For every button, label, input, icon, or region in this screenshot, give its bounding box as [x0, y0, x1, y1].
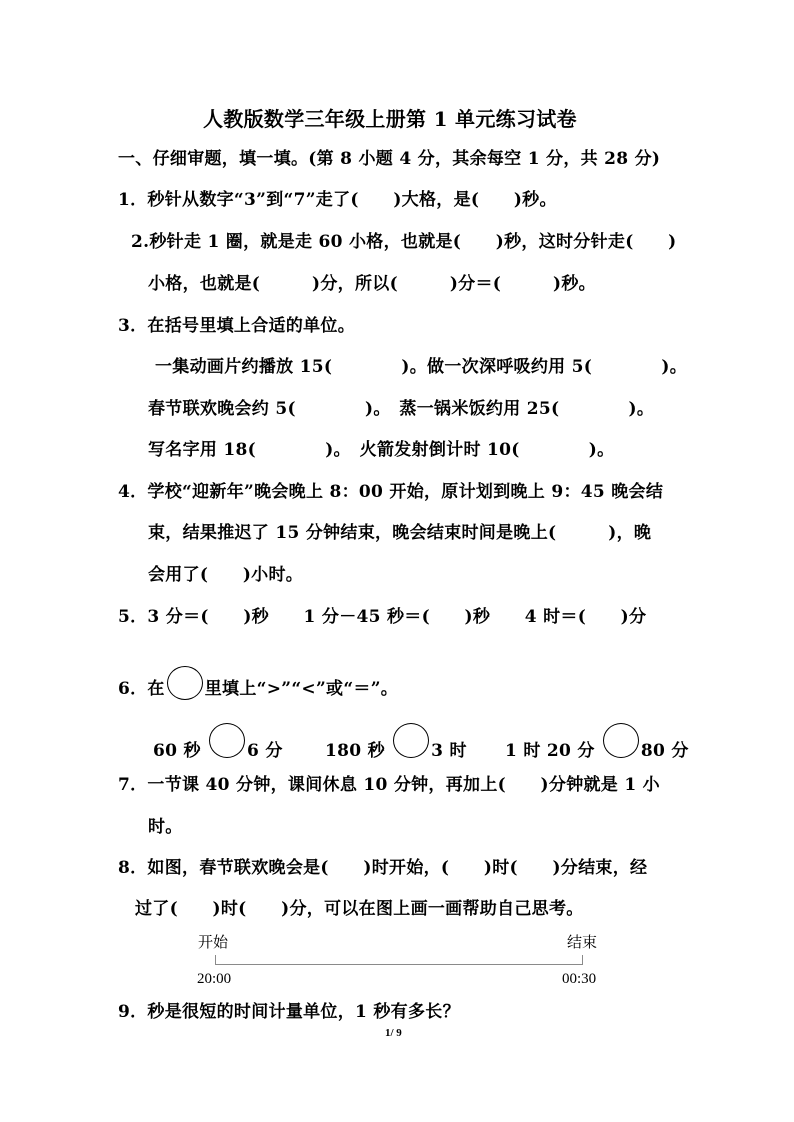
question-7-line-2: 时。 [148, 817, 183, 837]
question-8-line-1: 8．如图，春节联欢晚会是( )时开始，( )时( )分结束，经 [118, 858, 648, 878]
compare-item-3 [505, 723, 689, 762]
question-3-stem: 3．在括号里填上合适的单位。 [118, 316, 356, 336]
question-3-line-2: 春节联欢晚会约 5( )。 蒸一锅米饭约用 25( )。 [148, 399, 655, 419]
question-4-line-1: 4．学校“迎新年”晚会晚上 8：00 开始，原计划到晚上 9：45 晚会结 [118, 482, 664, 502]
compare-right: 6 分 [247, 741, 283, 761]
answer-circle-icon[interactable] [209, 723, 245, 758]
timeline-end-tick [582, 955, 583, 965]
page-title: 人教版数学三年级上册第 1 单元练习试卷 [203, 107, 577, 131]
compare-right: 3 时 [431, 741, 467, 761]
answer-circle-icon[interactable] [603, 723, 639, 758]
question-9: 9．秒是很短的时间计量单位，1 秒有多长？ [118, 1002, 460, 1022]
compare-left: 60 秒 [153, 741, 201, 761]
timeline-line [215, 964, 583, 965]
question-4-line-2: 束，结果推迟了 15 分钟结束，晚会结束时间是晚上( )，晚 [148, 523, 652, 543]
compare-left: 1 时 20 分 [505, 741, 595, 761]
compare-right: 80 分 [640, 741, 689, 761]
compare-item-2 [325, 723, 467, 762]
question-6-stem [118, 666, 398, 700]
compare-left: 180 秒 [325, 741, 385, 761]
question-6-pre: 6．在 [118, 679, 165, 699]
question-2-line-1: 2.秒针走 1 圈，就是走 60 小格，也就是( )秒，这时分针走( ) [131, 232, 677, 252]
question-3-line-3: 写名字用 18( )。 火箭发射倒计时 10( )。 [148, 440, 615, 460]
question-1: 1．秒针从数字“3”到“7”走了( )大格，是( )秒。 [118, 190, 557, 210]
page-number: 1/ 9 [385, 1027, 402, 1039]
question-6-post: 里填上“>”“<”或“＝”。 [204, 679, 399, 699]
answer-circle-icon[interactable] [393, 723, 429, 758]
timeline-end-label: 结束 [567, 933, 598, 951]
timeline-start-time: 20:00 [197, 971, 232, 987]
timeline-end-time: 00:30 [562, 971, 597, 987]
question-7-line-1: 7．一节课 40 分钟，课间休息 10 分钟，再加上( )分钟就是 1 小 [118, 775, 660, 795]
compare-item-1 [153, 723, 283, 762]
section-heading: 一、仔细审题，填一填。(第 8 小题 4 分，其余每空 1 分，共 28 分) [118, 149, 661, 169]
compare-circle-icon [167, 666, 203, 700]
question-2-line-2: 小格，也就是( )分，所以( )分＝( )秒。 [148, 274, 596, 294]
question-4-line-3: 会用了( )小时。 [148, 565, 304, 585]
timeline-start-label: 开始 [198, 933, 229, 951]
question-3-line-1: 一集动画片约播放 15( )。做一次深呼吸约用 5( )。 [155, 357, 687, 377]
question-5: 5．3 分＝( )秒 1 分－45 秒＝( )秒 4 时＝( )分 [118, 607, 647, 627]
timeline-start-tick [215, 955, 216, 965]
question-8-line-2: 过了( )时( )分，可以在图上画一画帮助自己思考。 [135, 899, 584, 919]
